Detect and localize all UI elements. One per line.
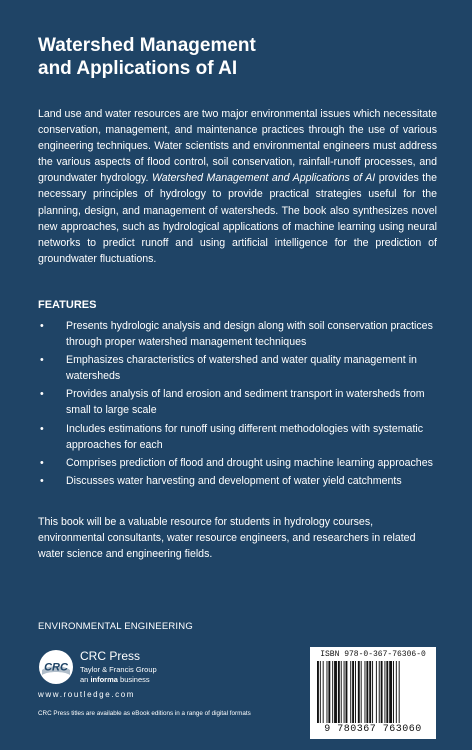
barcode-bar bbox=[350, 661, 351, 723]
barcode-bar bbox=[317, 661, 319, 723]
publisher-website: www.routledge.com bbox=[38, 690, 136, 699]
feature-text: Comprises prediction of flood and drought using machine learning approaches bbox=[66, 456, 433, 469]
isbn-number: ISBN 978-0-367-76306-0 bbox=[320, 650, 426, 659]
publisher-business-line bbox=[80, 675, 150, 684]
crc-logo-text: CRC bbox=[44, 661, 68, 674]
barcode-bar bbox=[386, 661, 388, 723]
barcode-bar bbox=[328, 661, 330, 723]
features-list bbox=[38, 318, 438, 491]
barcode-bar bbox=[389, 661, 392, 723]
feature-text: Includes estimations for runoff using different methodologies with systematic approaches for each bbox=[66, 422, 424, 451]
barcode-bar bbox=[334, 661, 337, 723]
title-line-1: Watershed Management bbox=[38, 35, 256, 56]
barcode-bar bbox=[361, 661, 362, 723]
barcode-bar bbox=[355, 661, 356, 723]
barcode-bar bbox=[399, 661, 400, 723]
ebook-note: CRC Press titles are available as eBook editions in a range of digital formats bbox=[38, 710, 251, 717]
barcode-bar bbox=[384, 661, 385, 723]
bullet-icon: • bbox=[40, 320, 44, 332]
feature-item bbox=[38, 473, 438, 489]
bullet-icon: • bbox=[40, 354, 44, 367]
barcode-bar bbox=[346, 661, 348, 723]
business-prefix: an bbox=[80, 675, 91, 684]
feature-item bbox=[38, 318, 438, 350]
business-brand: informa bbox=[90, 675, 118, 684]
bullet-icon: • bbox=[40, 422, 44, 435]
feature-item bbox=[38, 455, 438, 471]
business-suffix: business bbox=[117, 675, 150, 684]
subject-category: ENVIRONMENTAL ENGINEERING bbox=[38, 621, 193, 632]
barcode-bar bbox=[379, 661, 380, 723]
publisher-block bbox=[38, 647, 278, 707]
barcode-bar bbox=[376, 661, 377, 723]
feature-item bbox=[38, 386, 438, 418]
crc-logo-icon bbox=[38, 649, 74, 685]
closing-paragraph: This book will be a valuable resource for students in hydrology courses, environmental consultants, water resource engineers, and researchers in related water science and engineering fields. bbox=[38, 516, 416, 561]
barcode-bar bbox=[358, 661, 360, 723]
isbn-barcode-box bbox=[310, 647, 436, 739]
features-heading: FEATURES bbox=[38, 299, 97, 311]
publisher-group: Taylor & Francis Group bbox=[80, 665, 157, 674]
feature-item bbox=[38, 352, 438, 384]
bullet-icon: • bbox=[40, 456, 44, 469]
barcode-bar bbox=[369, 661, 371, 723]
bullet-icon: • bbox=[40, 474, 44, 487]
bullet-icon: • bbox=[40, 388, 44, 401]
description-text-1: Land use and water resources are two major environmental issues which necessitate conservation, management, and maintenance practices through the use of various engineering techniques. Water scientists and environmental engineers must address the various aspects of flood control, soil conservation, rainfall-runoff processes, and groundwater hydrology. bbox=[38, 108, 437, 185]
description-paragraph bbox=[38, 106, 437, 267]
barcode-bar bbox=[381, 661, 383, 723]
feature-text: Emphasizes characteristics of watershed and water quality management in watersheds bbox=[66, 354, 417, 383]
feature-text: Discusses water harvesting and development of water yield catchments bbox=[66, 474, 402, 487]
barcode-bar bbox=[365, 661, 366, 723]
barcode-bar bbox=[327, 661, 328, 723]
barcode-digits: 9 780367 763060 bbox=[324, 724, 422, 735]
barcode-bar bbox=[352, 661, 354, 723]
barcode-bar bbox=[393, 661, 394, 723]
barcode-bar bbox=[341, 661, 342, 723]
barcode-bars-icon bbox=[313, 661, 433, 723]
book-title bbox=[38, 34, 438, 80]
feature-text: Presents hydrologic analysis and design along with soil conservation practices through proper watershed management techniques bbox=[66, 320, 433, 349]
barcode-bar bbox=[396, 661, 397, 723]
feature-text: Provides analysis of land erosion and sediment transport in watersheds from small to large scale bbox=[66, 388, 425, 417]
description-book-title-italic: Watershed Management and Applications of AI bbox=[151, 172, 376, 185]
barcode-bar bbox=[372, 661, 373, 723]
title-line-2: and Applications of AI bbox=[38, 58, 238, 79]
barcode-bar bbox=[323, 661, 324, 723]
publisher-name: CRC Press bbox=[80, 649, 141, 663]
barcode-bar bbox=[338, 661, 340, 723]
description-text-2: provides the necessary principles of hydrology to provide practical strategies useful for the planning, design, and management of watersheds. The book also synthesizes novel new approaches, such as hydrological applications of machine learning using neural networks to predict runoff and using artificial intelligence for the prediction of groundwater fluctuations. bbox=[38, 172, 437, 265]
barcode-bar bbox=[320, 661, 321, 723]
feature-item bbox=[38, 421, 438, 453]
barcode-bar bbox=[344, 661, 345, 723]
barcode-bar bbox=[366, 661, 368, 723]
barcode-bar bbox=[332, 661, 333, 723]
